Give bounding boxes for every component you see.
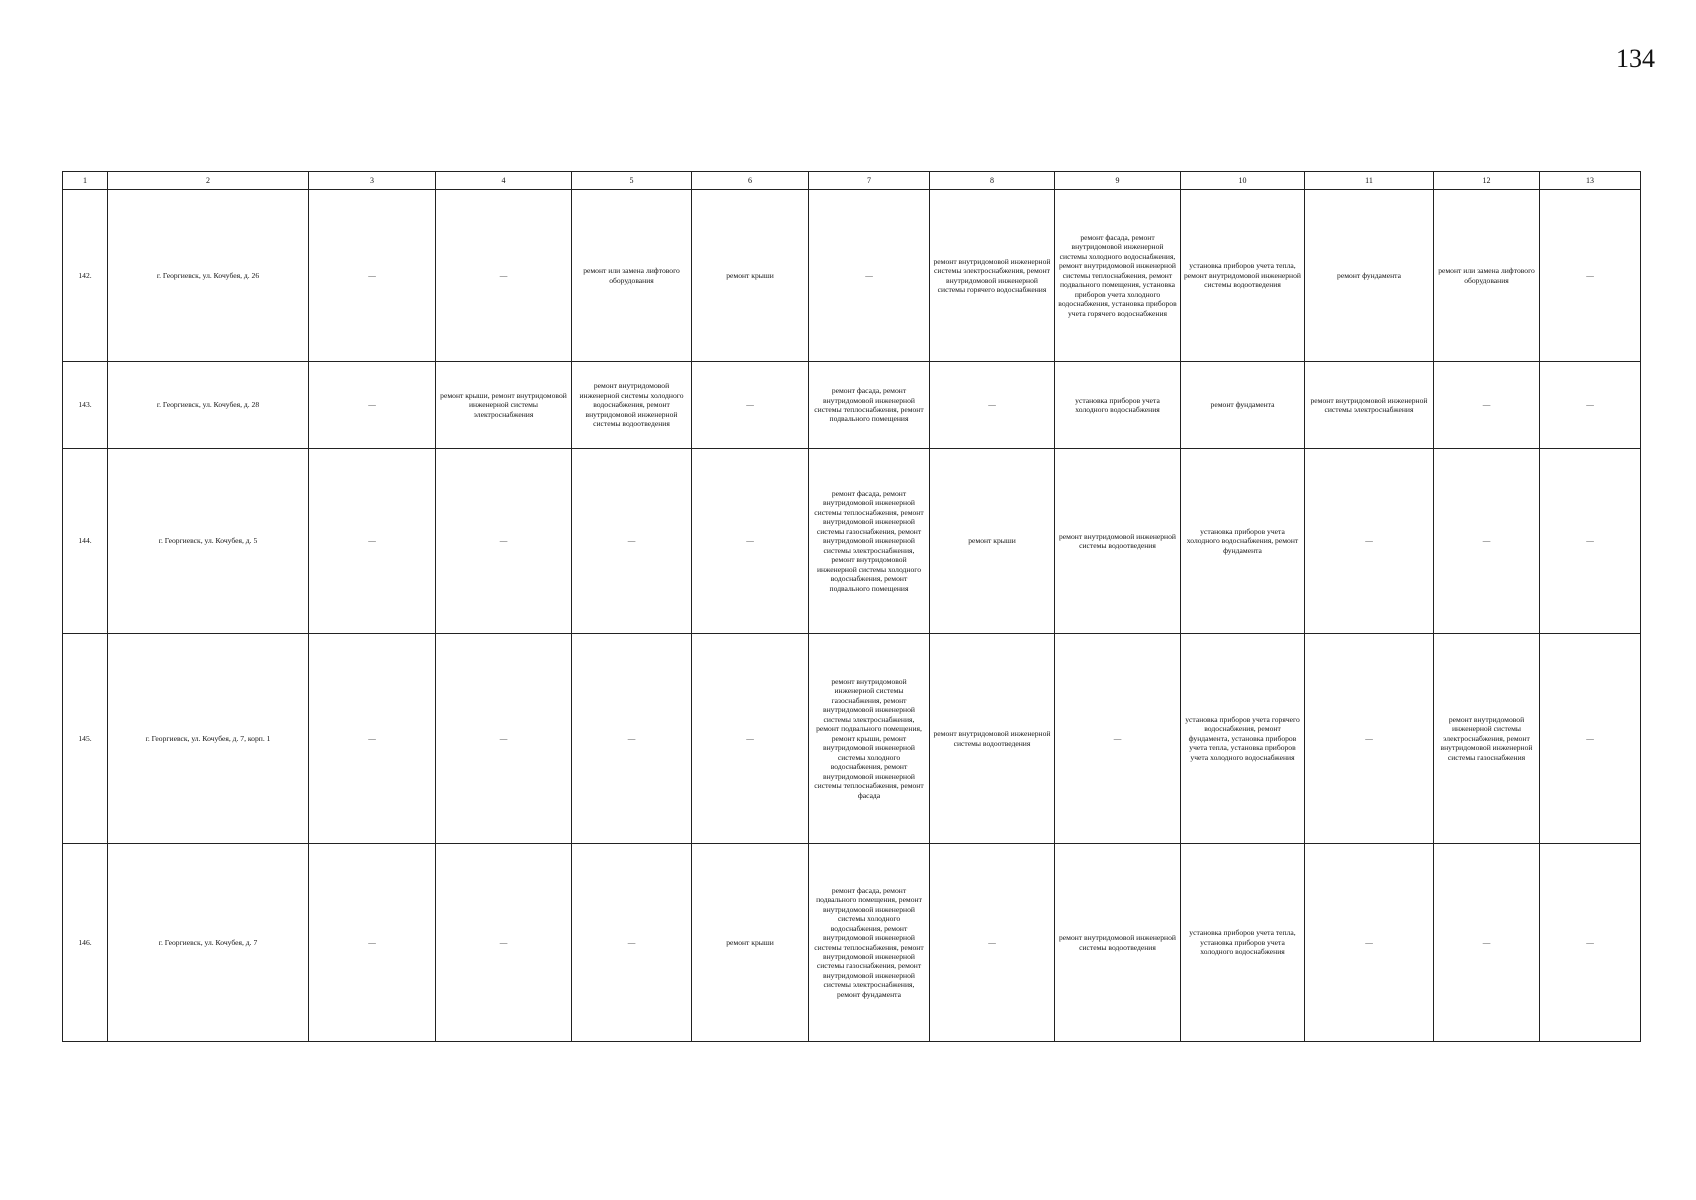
cell-col-5: — [572,844,692,1042]
cell-col-8: ремонт крыши [930,449,1055,634]
cell-col-3: — [309,449,436,634]
cell-col-9: установка приборов учета холодного водоснабжения [1055,362,1181,449]
cell-col-6: — [692,634,809,844]
cell-col-13: — [1540,844,1641,1042]
cell-col-8: — [930,362,1055,449]
table-row [63,634,1641,844]
table-row [63,844,1641,1042]
column-header: 6 [692,172,809,190]
cell-col-12: — [1434,449,1540,634]
cell-col-12: — [1434,362,1540,449]
cell-col-12: — [1434,844,1540,1042]
cell-col-8: ремонт внутридомовой инженерной системы водоотведения [930,634,1055,844]
table-row [63,362,1641,449]
cell-col-9: ремонт внутридомовой инженерной системы водоотведения [1055,844,1181,1042]
row-address: г. Георгиевск, ул. Кочубея, д. 28 [108,362,309,449]
column-header: 12 [1434,172,1540,190]
cell-col-4: ремонт крыши, ремонт внутридомовой инженерной системы электроснабжения [436,362,572,449]
row-number: 146. [63,844,108,1042]
column-header: 13 [1540,172,1641,190]
column-header: 1 [63,172,108,190]
column-header: 10 [1181,172,1305,190]
cell-col-7: ремонт фасада, ремонт внутридомовой инженерной системы теплоснабжения, ремонт подвального помещения [809,362,930,449]
row-number: 143. [63,362,108,449]
cell-col-4: — [436,634,572,844]
cell-col-13: — [1540,362,1641,449]
cell-col-7: ремонт внутридомовой инженерной системы газоснабжения, ремонт внутридомовой инженерной системы электроснабжения, ремонт подвального помещения, ремонт крыши, ремонт внутридомовой инженерной системы холодного водоснабжения, ремонт внутридомовой инженерной системы теплоснабжения, ремонт фасада [809,634,930,844]
column-header: 5 [572,172,692,190]
cell-col-11: ремонт внутридомовой инженерной системы электроснабжения [1305,362,1434,449]
cell-col-6: ремонт крыши [692,844,809,1042]
capital-repair-table [62,171,1641,1042]
cell-col-5: ремонт внутридомовой инженерной системы холодного водоснабжения, ремонт внутридомовой инженерной системы водоотведения [572,362,692,449]
cell-col-12: ремонт или замена лифтового оборудования [1434,190,1540,362]
cell-col-6: ремонт крыши [692,190,809,362]
column-header: 4 [436,172,572,190]
cell-col-9: — [1055,634,1181,844]
cell-col-12: ремонт внутридомовой инженерной системы электроснабжения, ремонт внутридомовой инженерной системы газоснабжения [1434,634,1540,844]
column-header: 2 [108,172,309,190]
cell-col-13: — [1540,634,1641,844]
column-header: 11 [1305,172,1434,190]
column-header: 3 [309,172,436,190]
cell-col-10: установка приборов учета тепла, установка приборов учета холодного водоснабжения [1181,844,1305,1042]
row-number: 142. [63,190,108,362]
cell-col-10: установка приборов учета горячего водоснабжения, ремонт фундамента, установка приборов учета тепла, установка приборов учета холодного водоснабжения [1181,634,1305,844]
cell-col-11: — [1305,449,1434,634]
cell-col-4: — [436,844,572,1042]
cell-col-11: — [1305,844,1434,1042]
cell-col-3: — [309,844,436,1042]
cell-col-11: ремонт фундамента [1305,190,1434,362]
cell-col-10: установка приборов учета холодного водоснабжения, ремонт фундамента [1181,449,1305,634]
cell-col-9: ремонт фасада, ремонт внутридомовой инженерной системы холодного водоснабжения, ремонт внутридомовой инженерной системы теплоснабжения, ремонт подвального помещения, установка приборов учета холодного водоснабжения, установка приборов учета горячего водоснабжения [1055,190,1181,362]
row-number: 144. [63,449,108,634]
cell-col-3: — [309,190,436,362]
table-row [63,190,1641,362]
row-address: г. Георгиевск, ул. Кочубея, д. 5 [108,449,309,634]
cell-col-7: ремонт фасада, ремонт подвального помещения, ремонт внутридомовой инженерной системы холодного водоснабжения, ремонт внутридомовой инженерной системы теплоснабжения, ремонт внутридомовой инженерной системы газоснабжения, ремонт внутридомовой инженерной системы электроснабжения, ремонт фундамента [809,844,930,1042]
cell-col-7: ремонт фасада, ремонт внутридомовой инженерной системы теплоснабжения, ремонт внутридомовой инженерной системы газоснабжения, ремонт внутридомовой инженерной системы электроснабжения, ремонт внутридомовой инженерной системы холодного водоснабжения, ремонт подвального помещения [809,449,930,634]
cell-col-6: — [692,449,809,634]
column-number-header [63,172,1641,190]
cell-col-10: установка приборов учета тепла, ремонт внутридомовой инженерной системы водоотведения [1181,190,1305,362]
row-address: г. Георгиевск, ул. Кочубея, д. 7, корп. 1 [108,634,309,844]
cell-col-4: — [436,190,572,362]
cell-col-13: — [1540,449,1641,634]
cell-col-5: ремонт или замена лифтового оборудования [572,190,692,362]
row-address: г. Георгиевск, ул. Кочубея, д. 26 [108,190,309,362]
cell-col-13: — [1540,190,1641,362]
cell-col-9: ремонт внутридомовой инженерной системы водоотведения [1055,449,1181,634]
cell-col-3: — [309,634,436,844]
table-row [63,449,1641,634]
cell-col-3: — [309,362,436,449]
cell-col-8: ремонт внутридомовой инженерной системы электроснабжения, ремонт внутридомовой инженерной системы горячего водоснабжения [930,190,1055,362]
cell-col-8: — [930,844,1055,1042]
cell-col-5: — [572,634,692,844]
cell-col-4: — [436,449,572,634]
cell-col-11: — [1305,634,1434,844]
cell-col-10: ремонт фундамента [1181,362,1305,449]
column-header: 8 [930,172,1055,190]
cell-col-6: — [692,362,809,449]
cell-col-5: — [572,449,692,634]
page-number: 134 [1616,44,1655,73]
cell-col-7: — [809,190,930,362]
row-number: 145. [63,634,108,844]
column-header: 7 [809,172,930,190]
column-header: 9 [1055,172,1181,190]
row-address: г. Георгиевск, ул. Кочубея, д. 7 [108,844,309,1042]
